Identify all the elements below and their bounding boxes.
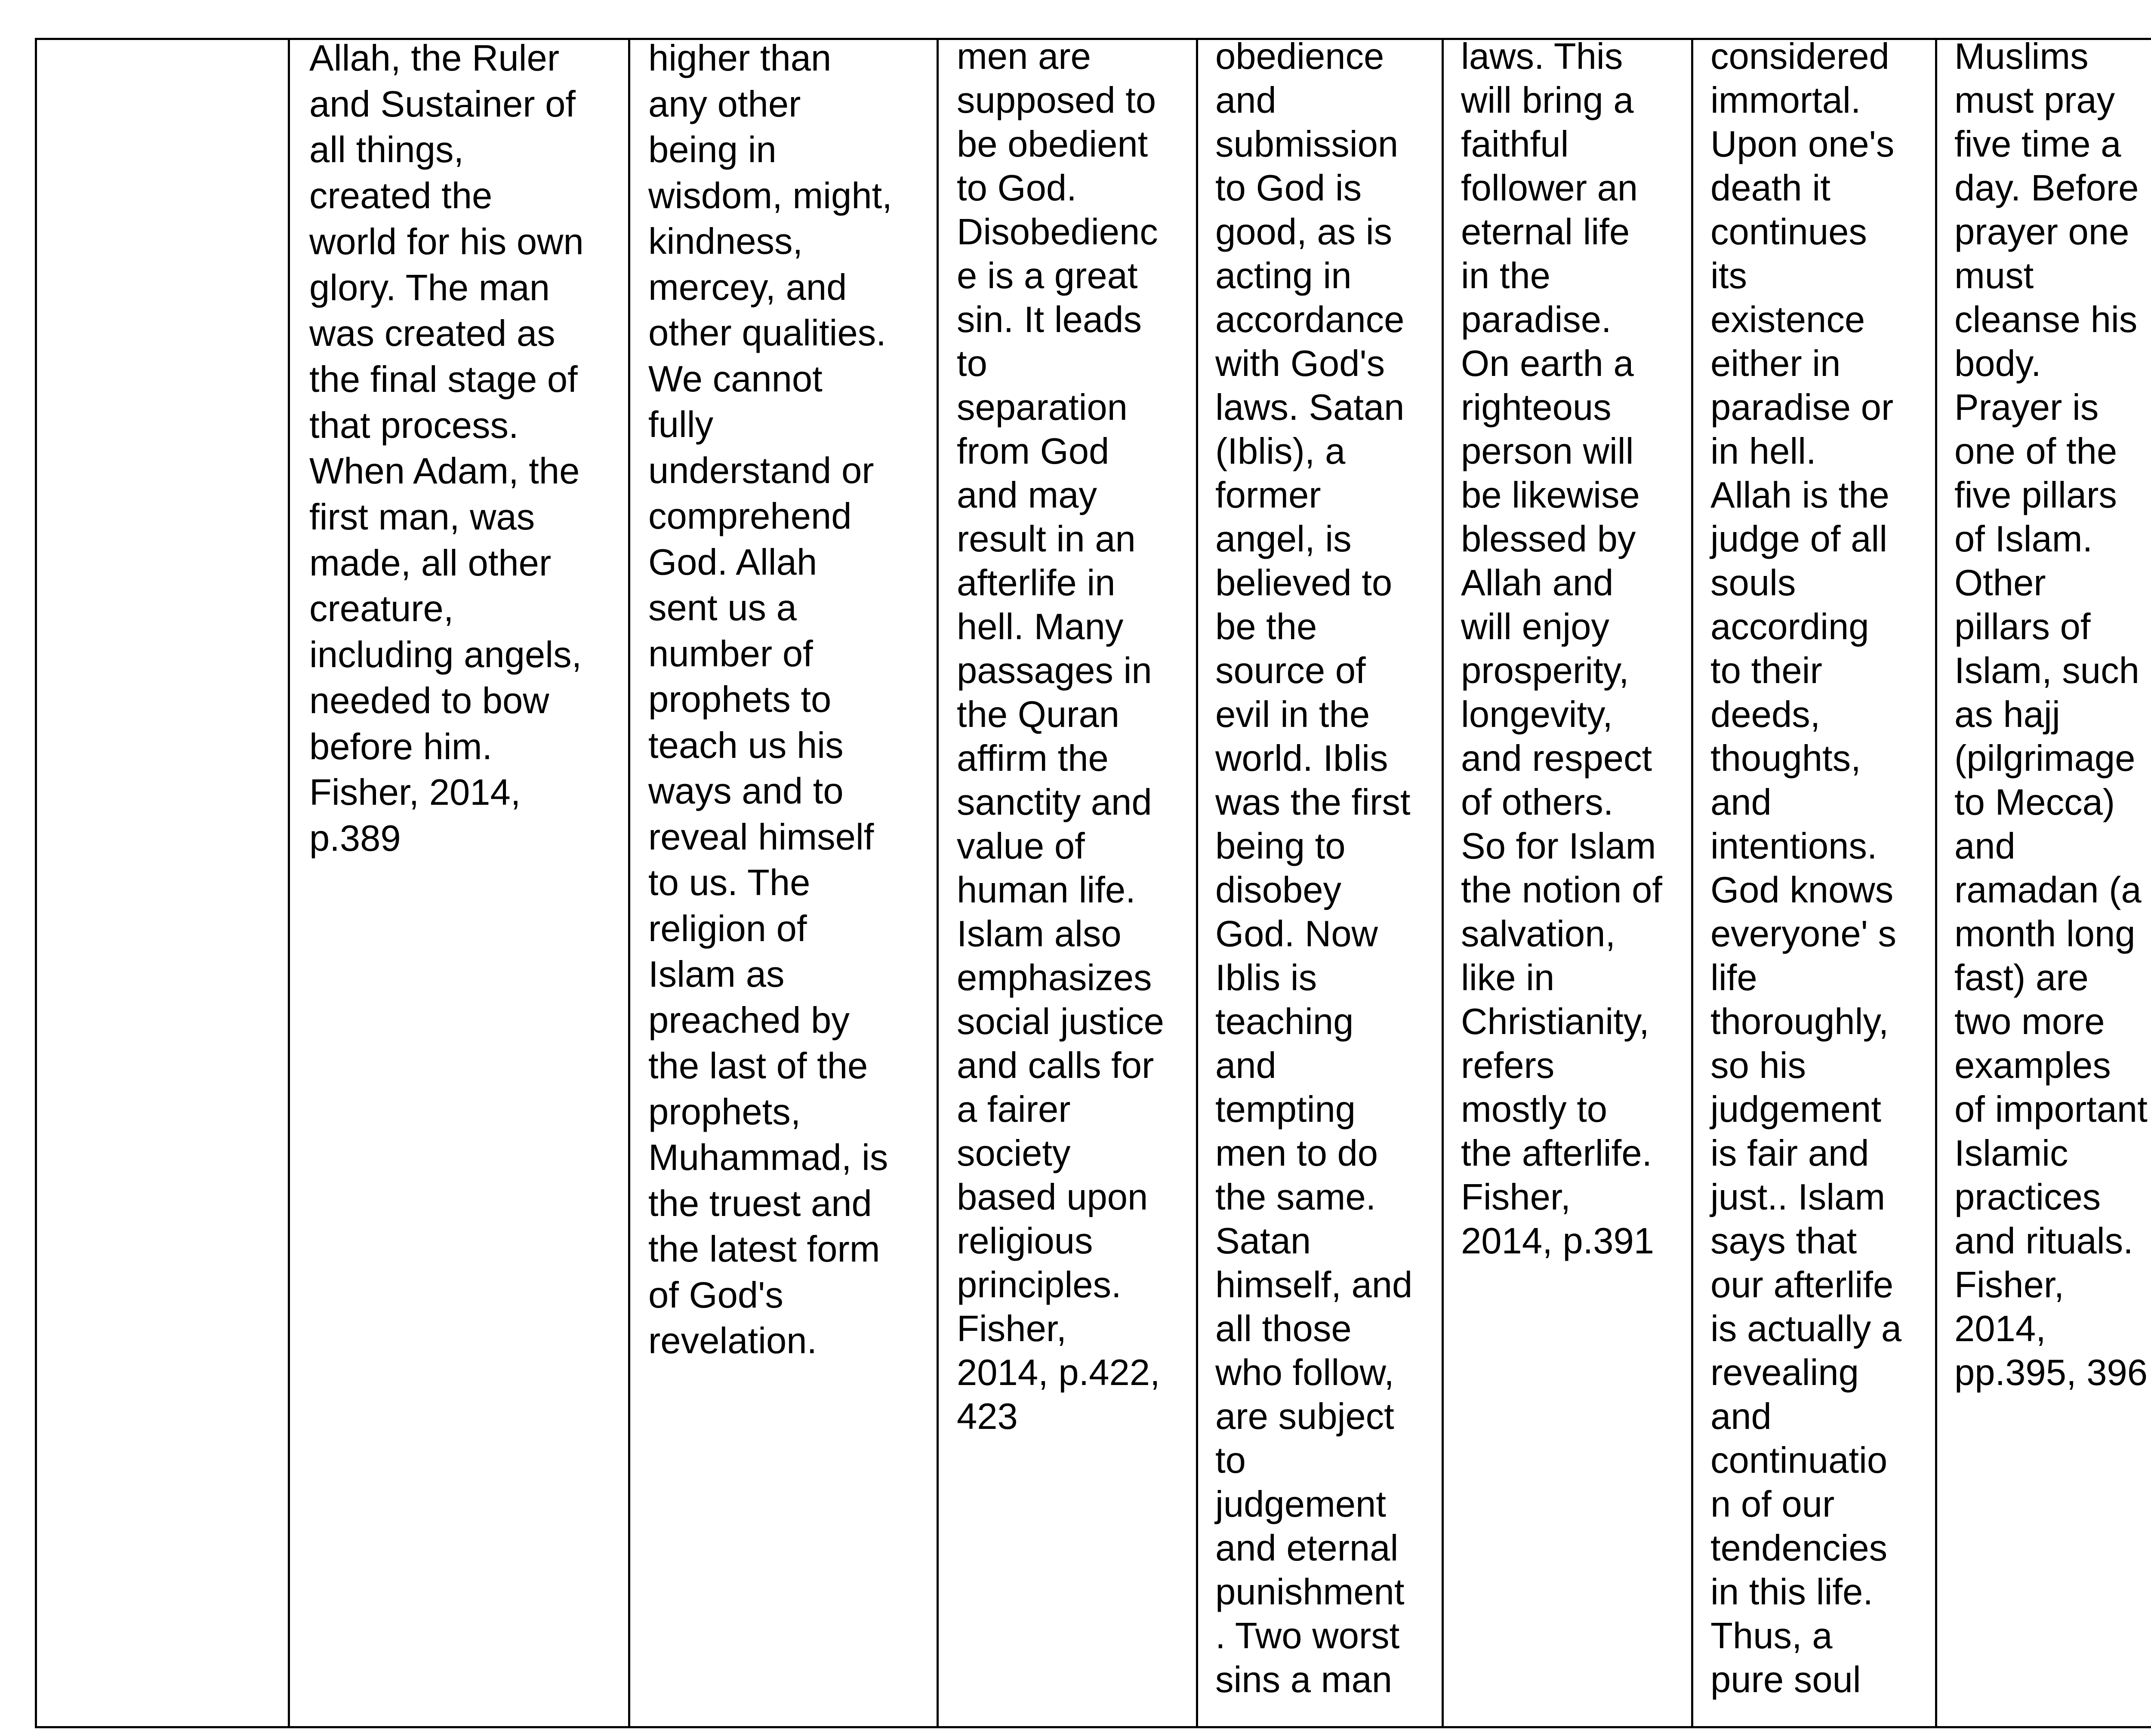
cell-line: of Islam. xyxy=(1954,519,2093,560)
cell-line: five time a xyxy=(1954,124,2121,165)
cell-line: other qualities. xyxy=(648,313,886,354)
cell-line: existence xyxy=(1710,299,1865,340)
cell-line: thoughts, xyxy=(1710,738,1861,779)
cell-line: number of xyxy=(648,633,813,674)
cell-line: with God's xyxy=(1215,343,1385,384)
cell-line: and xyxy=(1710,1396,1772,1437)
cell-line: prosperity, xyxy=(1461,650,1629,691)
cell-line: refers xyxy=(1461,1045,1555,1086)
cell-line: to us. The xyxy=(648,862,810,903)
cell-line: So for Islam xyxy=(1461,826,1656,867)
cell-line: made, all other xyxy=(309,542,552,584)
cell-line: all those xyxy=(1215,1308,1352,1349)
cell-line: Prayer is xyxy=(1954,387,2099,428)
cell-line: obedience xyxy=(1215,39,1384,77)
cell-line: Allah, the Ruler xyxy=(309,39,560,79)
cell-line: blessed by xyxy=(1461,519,1636,560)
cell-line: to God. xyxy=(957,168,1077,209)
cell-line: either in xyxy=(1710,343,1841,384)
cell-line: and xyxy=(1710,782,1772,823)
table-cell-empty xyxy=(36,39,289,1727)
cell-line: world for his own xyxy=(309,221,584,262)
cell-line: religious xyxy=(957,1221,1093,1262)
cell-line: preached by xyxy=(648,1000,850,1041)
cell-line: higher than xyxy=(648,39,832,79)
cell-line: person will xyxy=(1461,431,1634,472)
cell-line: comprehend xyxy=(648,496,852,537)
cell-line: Iblis is xyxy=(1215,957,1317,998)
cell-line: Allah is the xyxy=(1710,475,1889,516)
cell-line: based upon xyxy=(957,1177,1148,1218)
cell-line: including angels, xyxy=(309,634,582,676)
cell-line: kindness, xyxy=(648,221,803,262)
cell-line: Upon one's xyxy=(1710,124,1895,165)
cell-line: Muslims xyxy=(1954,39,2089,77)
cell-line: being to xyxy=(1215,826,1346,867)
cell-line: accordance xyxy=(1215,299,1405,340)
cell-line: Muhammad, is xyxy=(648,1137,888,1178)
cell-line: a fairer xyxy=(957,1089,1071,1130)
cell-line: prophets, xyxy=(648,1091,801,1133)
cell-line: continues xyxy=(1710,212,1867,252)
cell-line: Christianity, xyxy=(1461,1001,1649,1042)
cell-line: of God's xyxy=(648,1274,783,1316)
cell-line: We cannot xyxy=(648,358,823,400)
cell-line: sanctity and xyxy=(957,782,1152,823)
cell-line: is actually a xyxy=(1710,1308,1902,1349)
table-row xyxy=(36,39,2151,1727)
cell-line: When Adam, the xyxy=(309,451,580,492)
cell-line: is fair and xyxy=(1710,1133,1869,1174)
cell-line: are subject xyxy=(1215,1396,1394,1437)
cell-line: the last of the xyxy=(648,1046,868,1087)
cell-line: death it xyxy=(1710,168,1831,209)
cell-line: the notion of xyxy=(1461,870,1662,911)
cell-line: human life. xyxy=(957,870,1136,911)
cell-line: the afterlife. xyxy=(1461,1133,1652,1174)
cell-line: and xyxy=(1954,826,2015,867)
cell-line: creature, xyxy=(309,588,454,630)
cell-line: believed to xyxy=(1215,563,1393,603)
cell-line: Thus, a xyxy=(1710,1616,1833,1656)
cell-line: social justice xyxy=(957,1001,1164,1042)
cell-line: former xyxy=(1215,475,1321,516)
cell-line: day. Before xyxy=(1954,168,2139,209)
cell-line: the latest form xyxy=(648,1229,880,1270)
cell-line: 2014, p.391 xyxy=(1461,1221,1655,1262)
cell-line: two more xyxy=(1954,1001,2105,1042)
cell-line: in this life. xyxy=(1710,1572,1873,1613)
cell-line: sin. It leads xyxy=(957,299,1142,340)
cell-line: (pilgrimage xyxy=(1954,738,2136,779)
cell-line: that process. xyxy=(309,405,519,446)
cell-line: and xyxy=(1215,80,1276,121)
cell-line: affirm the xyxy=(957,738,1109,779)
cell-line: revelation. xyxy=(648,1320,817,1361)
cell-line: five pillars xyxy=(1954,475,2117,516)
cell-line: angel, is xyxy=(1215,519,1352,560)
cell-line: Disobedienc xyxy=(957,212,1158,252)
cell-line: life xyxy=(1710,957,1757,998)
cell-line: body. xyxy=(1954,343,2041,384)
cell-line: its xyxy=(1710,255,1747,296)
cell-line: any other xyxy=(648,83,801,125)
cell-line: world. Iblis xyxy=(1215,738,1388,779)
cell-line: ramadan (a xyxy=(1954,870,2142,911)
cell-line: supposed to xyxy=(957,80,1156,121)
cell-line: reveal himself xyxy=(648,816,874,858)
cell-line: will enjoy xyxy=(1461,606,1609,647)
cell-line: judgement xyxy=(1710,1089,1881,1130)
cell-line: revealing xyxy=(1710,1352,1859,1393)
cell-line: the truest and xyxy=(648,1183,872,1224)
cell-line: before him. xyxy=(309,726,493,767)
cell-line: the same. xyxy=(1215,1177,1376,1218)
cell-line: sent us a xyxy=(648,588,797,628)
cell-line: pillars of xyxy=(1954,606,2091,647)
cell-line: thoroughly, xyxy=(1710,1001,1889,1042)
cell-line: cleanse his xyxy=(1954,299,2138,340)
cell-line: God. Now xyxy=(1215,914,1378,954)
cell-line: passages in xyxy=(957,650,1152,691)
cell-line: the Quran xyxy=(957,694,1120,735)
cell-line: punishment xyxy=(1215,1572,1405,1613)
cell-line: considered xyxy=(1710,39,1889,77)
cell-line: afterlife in xyxy=(957,563,1116,603)
cell-line: Fisher, 2014, xyxy=(309,772,521,813)
cell-line: separation xyxy=(957,387,1128,428)
cell-line: from God xyxy=(957,431,1109,472)
cell-line: 2014, p.422, xyxy=(957,1352,1160,1393)
cell-line: ways and to xyxy=(648,771,844,812)
cell-line: Islam as xyxy=(648,954,785,995)
cell-line: value of xyxy=(957,826,1085,867)
cell-line: was the first xyxy=(1215,782,1411,823)
cell-line: God knows xyxy=(1710,870,1894,911)
cell-line: wisdom, might, xyxy=(648,175,892,216)
cell-line: 2014, xyxy=(1954,1308,2046,1349)
cell-line: teaching xyxy=(1215,1001,1354,1042)
cell-line: one of the xyxy=(1954,431,2117,472)
cell-line: tendencies xyxy=(1710,1528,1888,1569)
cell-line: and calls for xyxy=(957,1045,1154,1086)
cell-line: will bring a xyxy=(1461,80,1634,121)
cell-line: 423 xyxy=(957,1396,1018,1437)
cell-line: eternal life xyxy=(1461,212,1630,252)
cell-line: prayer one xyxy=(1954,212,2129,252)
table-cell-human-nature xyxy=(938,39,1197,1727)
cell-line: Islam also xyxy=(957,914,1122,954)
cell-line: Fisher, xyxy=(957,1308,1067,1349)
table-cell-creation xyxy=(289,39,629,1727)
cell-line: righteous xyxy=(1461,387,1612,428)
cell-line: follower an xyxy=(1461,168,1638,209)
cell-line: disobey xyxy=(1215,870,1341,911)
cell-line: continuatio xyxy=(1710,1440,1888,1481)
cell-line: salvation, xyxy=(1461,914,1616,954)
table-cell-afterlife xyxy=(1692,39,1936,1727)
cell-line: paradise or xyxy=(1710,387,1894,428)
cell-line: in hell. xyxy=(1710,431,1816,472)
cell-line: e is a great xyxy=(957,255,1138,296)
cell-line: sins a man xyxy=(1215,1659,1393,1700)
cell-line: deeds, xyxy=(1710,694,1821,735)
cell-line: understand or xyxy=(648,450,874,491)
cell-line: longevity, xyxy=(1461,694,1613,735)
cell-line: be the xyxy=(1215,606,1317,647)
cell-line: the final stage of xyxy=(309,359,578,400)
cell-line: all things, xyxy=(309,129,464,171)
cell-line: our afterlife xyxy=(1710,1265,1894,1305)
cell-line: being in xyxy=(648,129,777,170)
cell-line: was created as xyxy=(309,313,555,354)
cell-line: to their xyxy=(1710,650,1822,691)
cell-line: fast) are xyxy=(1954,957,2089,998)
cell-line: prophets to xyxy=(648,679,832,720)
cell-line: needed to bow xyxy=(309,680,549,721)
cell-line: n of our xyxy=(1710,1484,1835,1525)
cell-line: Fisher, xyxy=(1954,1265,2065,1305)
cell-line: judge of all xyxy=(1710,519,1888,560)
cell-line: men to do xyxy=(1215,1133,1378,1174)
cell-line: practices xyxy=(1954,1177,2101,1218)
cell-line: emphasizes xyxy=(957,957,1152,998)
cell-line: like in xyxy=(1461,957,1555,998)
comparison-table xyxy=(35,38,2151,1728)
cell-line: good, as is xyxy=(1215,212,1393,252)
cell-line: teach us his xyxy=(648,725,844,766)
cell-line: hell. Many xyxy=(957,606,1124,647)
cell-line: Islamic xyxy=(1954,1133,2068,1174)
cell-line: Allah and xyxy=(1461,563,1614,603)
cell-line: who follow, xyxy=(1215,1352,1394,1393)
cell-line: intentions. xyxy=(1710,826,1877,867)
cell-line: pp.395, 396 xyxy=(1954,1352,2148,1393)
table-cell-good-evil xyxy=(1197,39,1443,1727)
cell-line: and eternal xyxy=(1215,1528,1399,1569)
cell-line: acting in xyxy=(1215,255,1352,296)
cell-line: says that xyxy=(1710,1221,1857,1262)
cell-line: laws. Satan xyxy=(1215,387,1405,428)
cell-line: pure soul xyxy=(1710,1659,1861,1700)
cell-line: examples xyxy=(1954,1045,2111,1086)
cell-line: . Two worst xyxy=(1215,1616,1400,1656)
cell-line: to Mecca) xyxy=(1954,782,2115,823)
cell-line: so his xyxy=(1710,1045,1806,1086)
cell-line: and rituals. xyxy=(1954,1221,2133,1262)
cell-line: God. Allah xyxy=(648,542,817,583)
cell-line: be likewise xyxy=(1461,475,1640,516)
cell-line: and respect xyxy=(1461,738,1652,779)
cell-line: and may xyxy=(957,475,1097,516)
cell-line: mostly to xyxy=(1461,1089,1608,1130)
cell-line: mercey, and xyxy=(648,267,847,308)
cell-line: fully xyxy=(648,404,714,445)
table-cell-practices xyxy=(1936,39,2151,1727)
cell-line: evil in the xyxy=(1215,694,1370,735)
cell-line: society xyxy=(957,1133,1071,1174)
cell-line: result in an xyxy=(957,519,1136,560)
cell-line: immortal. xyxy=(1710,80,1861,121)
cell-line: must xyxy=(1954,255,2034,296)
table-cell-god xyxy=(629,39,938,1727)
cell-line: (Iblis), a xyxy=(1215,431,1346,472)
cell-line: Fisher, xyxy=(1461,1177,1571,1218)
cell-line: of important xyxy=(1954,1089,2148,1130)
cell-line: created the xyxy=(309,175,493,217)
cell-line: as hajj xyxy=(1954,694,2060,735)
cell-line: p.389 xyxy=(309,818,401,859)
cell-line: principles. xyxy=(957,1265,1122,1305)
cell-line: judgement xyxy=(1215,1484,1386,1525)
cell-line: paradise. xyxy=(1461,299,1612,340)
cell-line: Other xyxy=(1954,563,2046,603)
cell-line: of others. xyxy=(1461,782,1614,823)
cell-line: men are xyxy=(957,39,1091,77)
cell-line: to xyxy=(1215,1440,1246,1481)
cell-line: and Sustainer of xyxy=(309,83,576,125)
cell-line: must pray xyxy=(1954,80,2115,121)
cell-line: to xyxy=(957,343,987,384)
cell-line: laws. This xyxy=(1461,39,1623,77)
cell-line: Islam, such xyxy=(1954,650,2139,691)
cell-line: according xyxy=(1710,606,1869,647)
cell-line: source of xyxy=(1215,650,1366,691)
cell-line: Satan xyxy=(1215,1221,1311,1262)
cell-line: religion of xyxy=(648,908,807,949)
cell-line: himself, and xyxy=(1215,1265,1413,1305)
cell-line: to God is xyxy=(1215,168,1362,209)
cell-line: tempting xyxy=(1215,1089,1356,1130)
cell-line: submission xyxy=(1215,124,1399,165)
cell-line: and xyxy=(1215,1045,1276,1086)
cell-line: be obedient xyxy=(957,124,1148,165)
cell-line: everyone' s xyxy=(1710,914,1897,954)
cell-line: month long xyxy=(1954,914,2136,954)
cell-line: faithful xyxy=(1461,124,1569,165)
cell-line: souls xyxy=(1710,563,1796,603)
cell-line: first man, was xyxy=(309,497,535,538)
cell-line: glory. The man xyxy=(309,267,550,308)
table-cell-salvation xyxy=(1443,39,1692,1727)
cell-line: On earth a xyxy=(1461,343,1634,384)
cell-line: just.. Islam xyxy=(1710,1177,1886,1218)
cell-line: in the xyxy=(1461,255,1550,296)
